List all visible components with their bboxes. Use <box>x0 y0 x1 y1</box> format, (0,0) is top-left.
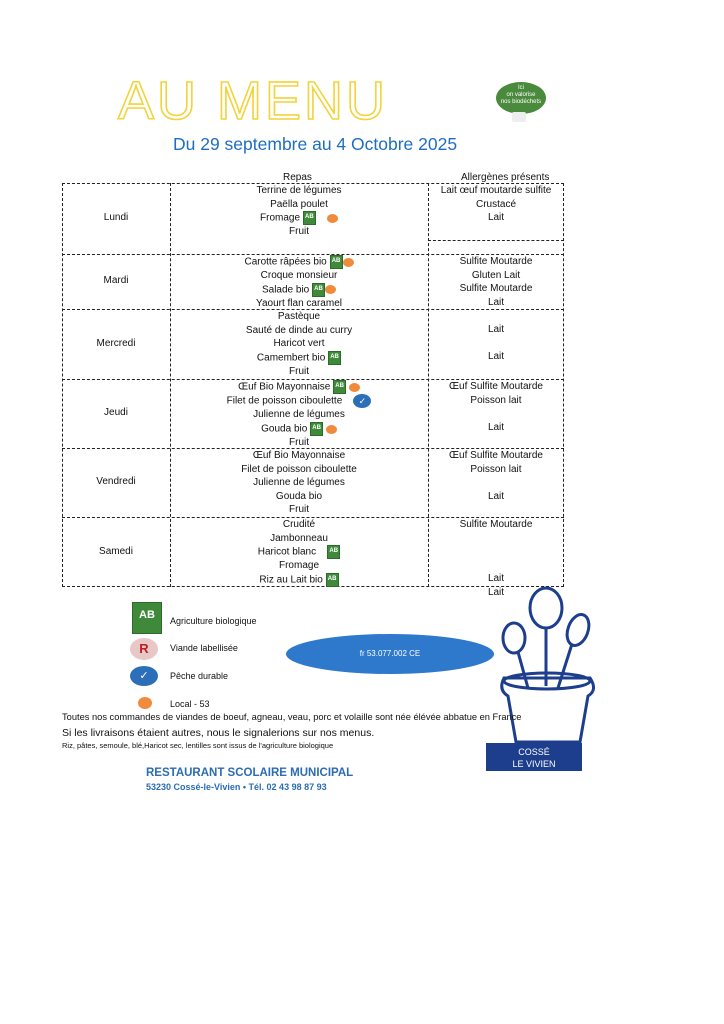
dish: Terrine de légumes <box>256 185 342 196</box>
dish: Filet de poisson ciboulette <box>226 395 343 407</box>
dish: Paëlla poulet <box>270 198 328 210</box>
dish: Fruit <box>289 366 309 378</box>
dish-row <box>170 545 428 559</box>
dish: Salade bio <box>261 284 310 296</box>
spacer <box>428 559 564 573</box>
ab-bio-icon: AB <box>333 380 346 394</box>
menu-table <box>62 183 564 598</box>
ab-bio-icon: AB <box>312 283 325 297</box>
local-icon <box>349 383 360 392</box>
legend-bio: Agriculture biologique <box>170 616 257 626</box>
dish: Croque monsieur <box>260 270 338 282</box>
legend-peche: Pêche durable <box>170 671 229 681</box>
allergen-list <box>428 449 564 503</box>
day-label: Mardi <box>103 275 129 286</box>
allergen: Sulfite Moutarde <box>459 519 533 530</box>
msc-fish-icon: ✓ <box>353 394 371 408</box>
restaurant-name: RESTAURANT SCOLAIRE MUNICIPAL <box>146 767 354 779</box>
day-label: Lundi <box>103 212 129 223</box>
dish-row <box>170 394 428 408</box>
allergen: Poisson lait <box>470 394 522 406</box>
badge-line: Ici <box>518 85 524 91</box>
allergen: Lait <box>487 573 505 585</box>
allergen: Lait <box>487 324 505 335</box>
allergen: Gluten Lait <box>471 269 521 281</box>
dish-row <box>170 573 428 587</box>
local-icon <box>326 425 337 434</box>
dish-row <box>170 283 428 297</box>
legend-label-rouge: Viande labellisée <box>170 643 238 653</box>
allergen-list <box>428 380 564 434</box>
badge-line: on valorise <box>506 92 536 98</box>
allergen: Lait œuf moutarde sulfite <box>440 185 552 196</box>
dish-row <box>170 351 428 365</box>
table-rule <box>428 240 564 241</box>
allergen: Sulfite Moutarde <box>459 256 533 267</box>
local-icon <box>325 285 336 294</box>
dish: Riz au Lait bio <box>259 574 323 586</box>
page-title: AU MENU <box>118 71 389 131</box>
day-label: Jeudi <box>104 407 128 418</box>
allergen: Lait <box>487 351 505 363</box>
local-icon <box>343 258 354 267</box>
dish: Julienne de légumes <box>253 409 345 421</box>
dish: Fruit <box>289 504 309 516</box>
dish-list <box>170 310 428 379</box>
ab-bio-icon: AB <box>132 602 162 634</box>
note-bio-staples: Riz, pâtes, semoule, blé,Haricot sec, lentilles sont issus de l'agriculture biologique <box>62 741 334 750</box>
allergen: Œuf Sulfite Moutarde <box>449 450 543 461</box>
spacer <box>428 337 564 351</box>
dish: Haricot blanc <box>257 546 317 558</box>
dish: Pastèque <box>277 311 321 322</box>
column-header-allergenes: Allergènes présents <box>461 172 550 183</box>
allergen: Œuf Sulfite Moutarde <box>449 381 543 392</box>
allergen: Lait <box>487 421 505 433</box>
dish: Julienne de légumes <box>253 477 345 489</box>
spoon-head-icon <box>503 623 525 653</box>
logo-text: COSSÉ <box>518 747 550 757</box>
dish-list <box>170 255 428 311</box>
allergen-list <box>428 323 564 364</box>
allergen: Sulfite Moutarde <box>459 283 533 295</box>
logo-text: LE VIVIEN <box>512 759 556 769</box>
dish: Œuf Bio Mayonnaise <box>238 381 331 393</box>
spatula-head-icon <box>530 588 562 628</box>
column-header-repas: Repas <box>283 172 312 183</box>
label-rouge-icon: R <box>130 638 158 660</box>
ce-number-badge: fr 53.077.002 CE <box>286 634 494 674</box>
dish: Gouda bio <box>275 490 323 502</box>
utensils-pot-illustration <box>488 586 600 746</box>
local-icon <box>138 697 152 709</box>
dish: Fruit <box>289 226 309 238</box>
allergen: Lait <box>487 490 505 502</box>
spacer <box>428 532 564 559</box>
note-delivery: Si les livraisons étaient autres, nous le signalerions sur nos menus. <box>62 727 375 739</box>
dish: Fromage <box>278 560 319 572</box>
restaurant-address: 53230 Cossé-le-Vivien • Tél. 02 43 98 87 93 <box>146 782 327 792</box>
ab-bio-icon: AB <box>327 545 340 559</box>
table-rule <box>62 183 63 587</box>
dish: Camembert bio <box>256 352 326 364</box>
ab-bio-icon: AB <box>326 573 339 587</box>
dish-list <box>170 380 428 450</box>
ab-bio-icon: AB <box>328 351 341 365</box>
spacer <box>428 407 564 421</box>
dish-row <box>170 422 428 436</box>
allergen: Lait <box>487 296 505 308</box>
ab-bio-icon: AB <box>330 255 343 269</box>
legend-local: Local - 53 <box>170 699 210 709</box>
dish: Œuf Bio Mayonnaise <box>252 450 346 461</box>
allergen: Poisson lait <box>470 463 522 475</box>
spacer <box>428 476 564 490</box>
ab-bio-icon: AB <box>303 211 316 225</box>
ladle-head-icon <box>563 612 593 649</box>
dish: Fruit <box>289 437 309 449</box>
dish: Haricot vert <box>273 338 325 350</box>
dish-list <box>170 449 428 517</box>
day-label: Mercredi <box>96 338 136 349</box>
allergen-list <box>428 184 564 225</box>
allergen: Crustacé <box>475 198 516 210</box>
dish: Sauté de dinde au curry <box>245 324 353 336</box>
dish-list <box>170 184 428 239</box>
dish: Yaourt flan caramel <box>256 298 342 310</box>
dish: Fromage <box>260 212 301 224</box>
dish-row <box>170 380 428 394</box>
note-origin: Toutes nos commandes de viandes de boeuf, agneau, veau, porc et volaille sont née élévée abbatue en France <box>62 712 522 722</box>
dish: Gouda bio <box>261 423 308 435</box>
dish: Carotte râpées bio <box>244 256 327 268</box>
dish: Jambonneau <box>270 532 328 544</box>
badge-line: nos biodéchets <box>500 99 542 105</box>
day-label: Vendredi <box>96 476 136 487</box>
allergen: Lait <box>487 212 505 224</box>
date-range: Du 29 septembre au 4 Octobre 2025 <box>173 134 458 154</box>
dish: Crudité <box>282 519 316 530</box>
dish: Filet de poisson ciboulette <box>241 463 357 475</box>
cosse-le-vivien-logo <box>486 743 582 771</box>
day-label: Samedi <box>99 546 133 557</box>
local-icon <box>327 214 338 223</box>
dish-list <box>170 518 428 587</box>
biodechets-badge <box>496 82 546 114</box>
dish-row <box>170 211 428 225</box>
allergen: Lait <box>487 586 505 598</box>
msc-fish-icon: ✓ <box>130 666 158 686</box>
ab-bio-icon: AB <box>310 422 323 436</box>
allergen-list <box>428 255 564 309</box>
dish-row <box>170 255 428 269</box>
badge-stem-icon <box>512 112 526 122</box>
